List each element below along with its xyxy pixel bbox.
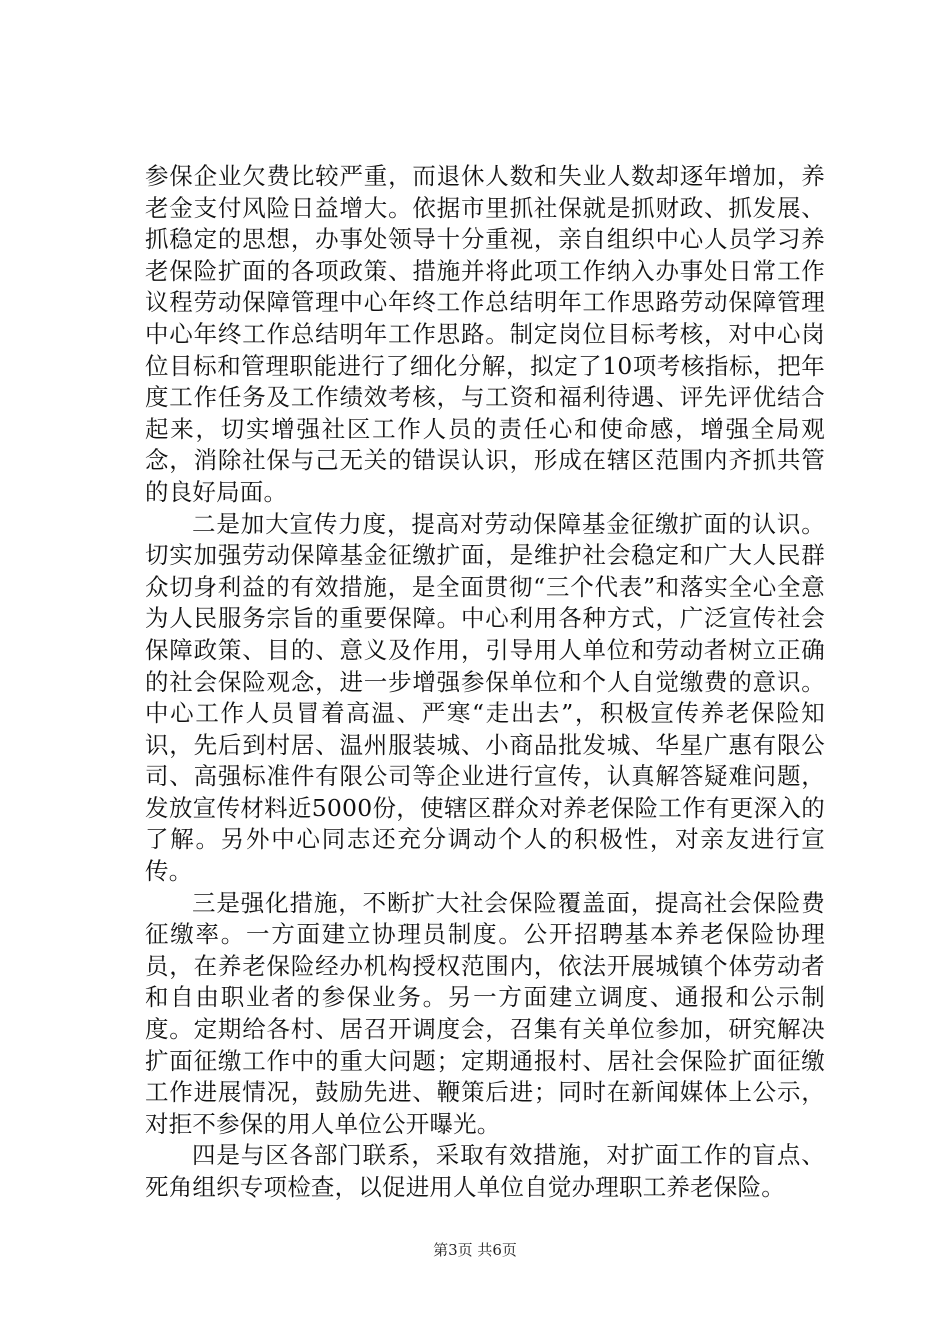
document-body	[145, 161, 825, 1204]
paragraph-2: 二是加大宣传力度，提高对劳动保障基金征缴扩面的认识。切实加强劳动保障基金征缴扩面，是维护社会稳定和广大人民群众切身利益的有效措施，是全面贯彻“三个代表”和落实全心全意为人民服务宗旨的重要保障。中心利用各种方式，广泛宣传社会保障政策、目的、意义及作用，引导用人单位和劳动者树立正确的社会保险观念，进一步增强参保单位和个人自觉缴费的意识。中心工作人员冒着高温、严寒“走出去”，积极宣传养老保险知识，先后到村居、温州服装城、小商品批发城、华星广惠有限公司、高强标准件有限公司等企业进行宣传，认真解答疑难问题，发放宣传材料近5000份，使辖区群众对养老保险工作有更深入的了解。另外中心同志还充分调动个人的积极性，对亲友进行宣传。	[145, 509, 825, 886]
paragraph-4: 四是与区各部门联系，采取有效措施，对扩面工作的盲点、死角组织专项检查，以促进用人单位自觉办理职工养老保险。	[145, 1141, 825, 1201]
paragraph-3: 三是强化措施，不断扩大社会保险覆盖面，提高社会保险费征缴率。一方面建立协理员制度。公开招聘基本养老保险协理员，在养老保险经办机构授权范围内，依法开展城镇个体劳动者和自由职业者的参保业务。另一方面建立调度、通报和公示制度。定期给各村、居召开调度会，召集有关单位参加，研究解决扩面征缴工作中的重大问题；定期通报村、居社会保险扩面征缴工作进展情况，鼓励先进、鞭策后进；同时在新闻媒体上公示，对拒不参保的用人单位公开曝光。	[145, 888, 825, 1138]
page-number-footer: 第3页 共6页	[433, 1241, 517, 1259]
paragraph-1: 参保企业欠费比较严重，而退休人数和失业人数却逐年增加，养老金支付风险日益增大。依据市里抓社保就是抓财政、抓发展、抓稳定的思想，办事处领导十分重视，亲自组织中心人员学习养老保险扩面的各项政策、措施并将此项工作纳入办事处日常工作议程劳动保障管理中心年终工作总结明年工作思路劳动保障管理中心年终工作总结明年工作思路。制定岗位目标考核，对中心岗位目标和管理职能进行了细化分解，拟定了10项考核指标，把年度工作任务及工作绩效考核，与工资和福利待遇、评先评优结合起来，切实增强社区工作人员的责任心和使命感，增强全局观念，消除社保与己无关的错误认识，形成在辖区范围内齐抓共管的良好局面。	[145, 162, 825, 506]
